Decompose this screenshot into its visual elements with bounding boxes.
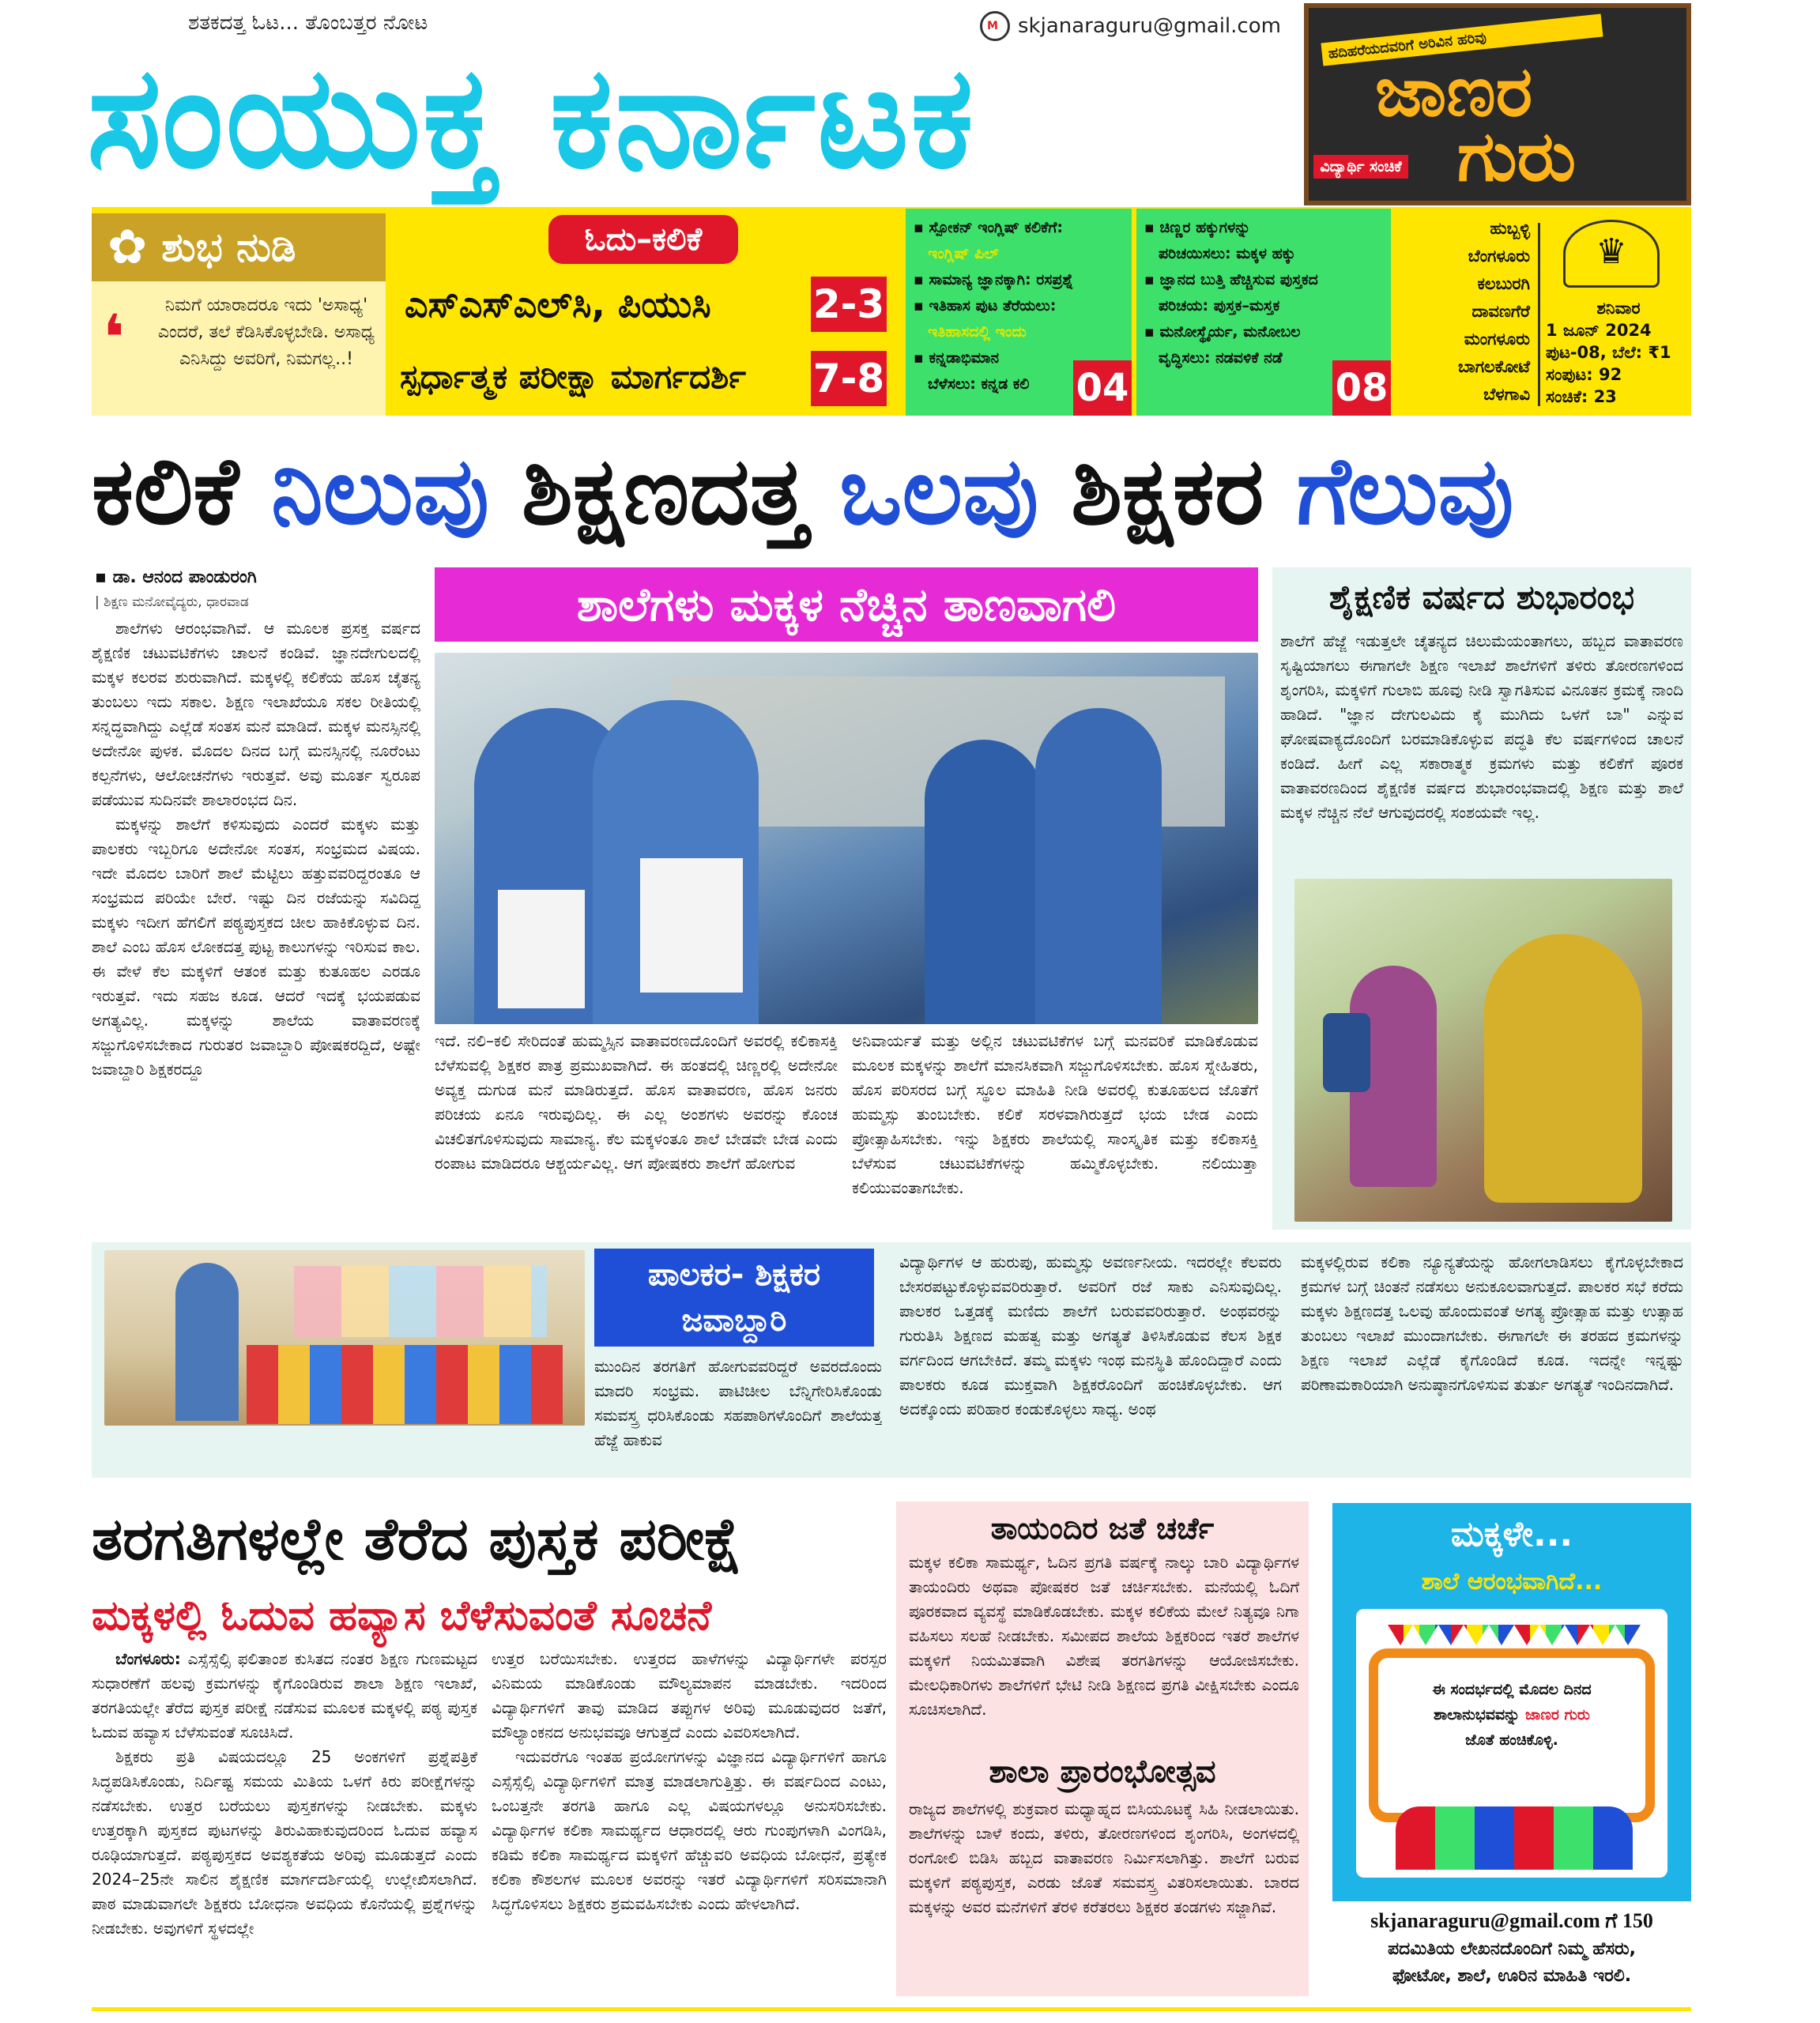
kids-footer-line	[1332, 1908, 1691, 1936]
side-title: ಶೈಕ್ಷಣಿಕ ವರ್ಷದ ಶುಭಾರಂಭ	[1328, 578, 1635, 616]
paragraph: ಶಿಕ್ಷಕರು ಪ್ರತಿ ವಿಷಯದಲ್ಲೂ 25 ಅಂಕಗಳಿಗೆ ಪ್ರಶ್ನೆಪತ್ರಿಕೆ ಸಿದ್ಧಪಡಿಸಿಕೊಂಡು, ನಿರ್ದಿಷ್ಟ ಸಮಯ ಮಿತಿಯ ಒಳಗೆ ಕಿರು ಪರೀಕ್ಷೆಗಳನ್ನು ನಡೆಸಬೇಕು. ಉತ್ತರ ಬರೆಯಲು ಪುಸ್ತಕಗಳನ್ನು ನೀಡಬೇಕು. ಮಕ್ಕಳು ಉತ್ತರಕ್ಕಾಗಿ ಪುಸ್ತಕದ ಪುಟಗಳನ್ನು ತಿರುವಿಹಾಕುವುದರಿಂದ ಓದುವ ಹವ್ಯಾಸ ರೂಢಿಯಾಗುತ್ತದೆ. ಪಠ್ಯಪುಸ್ತಕದ ಅವಶ್ಯಕತೆಯ ಅರಿವು ಮೂಡುತ್ತದೆ ಎಂದು 2024–25ನೇ ಸಾಲಿನ ಶೈಕ್ಷಣಿಕ ಮಾರ್ಗದರ್ಶಿಯಲ್ಲಿ ಉಲ್ಲೇಖಿಸಲಾಗಿದೆ. ಪಾಠ ಮಾಡುವಾಗಲೇ ಶಿಕ್ಷಕರು ಬೋಧನಾ ಅವಧಿಯ ಕೊನೆಯಲ್ಲಿ ಪ್ರಶ್ನೆಗಳನ್ನು ನೀಡಬೇಕು. ಅವುಗಳಿಗೆ ಸ್ಥಳದಲ್ಲೇ	[92, 1747, 477, 1938]
article2-subtitle: ಮಕ್ಕಳಲ್ಲಿ ಓದುವ ಹವ್ಯಾಸ ಬೆಳೆಸುವಂತೆ ಸೂಚನೆ	[92, 1592, 712, 1640]
kids-footer-text: ಗೆ 150	[1600, 1909, 1653, 1932]
brand-name: ಜಾಣರ ಗುರು	[1524, 1706, 1590, 1724]
main-headline	[92, 431, 1691, 550]
green1-line: ▪ ಸಾಮಾನ್ಯ ಜ್ಞಾನಕ್ಕಾಗಿ: ರಸಪ್ರಶ್ನೆ	[914, 271, 1074, 288]
issue-volume: ಸಂಪುಟ: 92	[1546, 365, 1622, 384]
city: ಬಾಗಲಕೋಟೆ	[1457, 357, 1530, 376]
flower-icon: ✿	[107, 220, 148, 275]
school-opening-title: ಶಾಲಾ ಪ್ರಾರಂಭೋತ್ಸವ	[989, 1754, 1216, 1790]
paragraph: ಮಕ್ಕಳನ್ನು ಶಾಲೆಗೆ ಕಳಿಸುವುದು ಎಂದರೆ ಮಕ್ಕಳು ಮತ್ತು ಪಾಲಕರು ಇಬ್ಬರಿಗೂ ಅದೇನೋ ಸಂತಸ, ಸಂಭ್ರಮದ ವಿಷಯ. ಇದೇ ಮೊದಲ ಬಾರಿಗೆ ಶಾಲೆ ಮೆಟ್ಟಿಲು ಹತ್ತುವವರಿದ್ದರಂತೂ ಆ ಸಂಭ್ರಮದ ಪರಿಯೇ ಬೇರೆ. ಇಷ್ಟು ದಿನ ರಜೆಯನ್ನು ಸವಿದಿದ್ದ ಮಕ್ಕಳು ಇದೀಗ ಹೆಗಲಿಗೆ ಪಠ್ಯಪುಸ್ತಕದ ಚೀಲ ಹಾಕಿಕೊಳ್ಳುವ ದಿನ. ಶಾಲೆ ಎಂಬ ಹೊಸ ಲೋಕದತ್ತ ಪುಟ್ಟ ಕಾಲುಗಳನ್ನು ಇರಿಸುವ ಕಾಲ. ಈ ವೇಳೆ ಕೆಲ ಮಕ್ಕಳಿಗೆ ಆತಂಕ ಮತ್ತು ಕುತೂಹಲ ಎರಡೂ ಇರುತ್ತವೆ. ಇದು ಸಹಜ ಕೂಡ. ಆದರೆ ಇದಕ್ಕೆ ಭಯಪಡುವ ಅಗತ್ಯವಿಲ್ಲ. ಮಕ್ಕಳನ್ನು ಶಾಲೆಯ ವಾತಾವರಣಕ್ಕೆ ಸಜ್ಜುಗೊಳಿಸಬೇಕಾದ ಗುರುತರ ಜವಾಬ್ದಾರಿ ಪೋಷಕರದ್ದಿದೆ, ಅಷ್ಟೇ ಜವಾಬ್ದಾರಿ ಶಿಕ್ಷಕರದ್ದೂ	[92, 815, 420, 1079]
green2-line: ▪ ಮನೋಸ್ಥೈರ್ಯ, ಮನೋಬಲ	[1144, 323, 1301, 341]
supplement-sub: ವಿದ್ಯಾರ್ಥಿ ಸಂಚಿಕೆ	[1313, 155, 1408, 179]
odu-item-1: ಎಸ್‌ಎಸ್‌ಎಲ್‌ಸಿ, ಪಿಯುಸಿ	[405, 283, 711, 326]
article2-column-1	[92, 1647, 477, 1996]
bus-text-line	[1388, 1702, 1636, 1727]
kids-footer-line: ಫೋಟೋ, ಶಾಲೆ, ಊರಿನ ಮಾಹಿತಿ ಇರಲಿ.	[1392, 1966, 1632, 1986]
school-children-photo	[435, 653, 1258, 1024]
city: ಹುಬ್ಬಳ್ಳಿ	[1490, 219, 1530, 238]
backpack	[1323, 1013, 1370, 1092]
green1-line: ಇತಿಹಾಸದಲ್ಲಿ ಇಂದು	[928, 323, 1027, 341]
headline-word: ಶಿಕ್ಷಕರ	[1038, 436, 1297, 545]
paragraph: ಇದುವರೆಗೂ ಇಂತಹ ಪ್ರಯೋಗಗಳನ್ನು ವಿಜ್ಞಾನದ ವಿದ್ಯಾರ್ಥಿಗಳಿಗೆ ಹಾಗೂ ಎಸ್ಸೆಸ್ಸೆಲ್ಸಿ ವಿದ್ಯಾರ್ಥಿಗಳಿಗೆ ಮಾತ್ರ ಮಾಡಲಾಗುತ್ತಿತ್ತು. ಈ ವರ್ಷದಿಂದ ಎಂಟು, ಒಂಬತ್ತನೇ ತರಗತಿ ಹಾಗೂ ಎಲ್ಲ ವಿಷಯಗಳಲ್ಲೂ ಅನುಸರಿಸಬೇಕು. ವಿದ್ಯಾರ್ಥಿಗಳ ಕಲಿಕಾ ಸಾಮರ್ಥ್ಯದ ಆಧಾರದಲ್ಲಿ ಆರು ಗುಂಪುಗಳಾಗಿ ವಿಂಗಡಿಸಿ, ಕಡಿಮೆ ಕಲಿಕಾ ಸಾಮರ್ಥ್ಯದ ಮಕ್ಕಳಿಗೆ ಹೆಚ್ಚುವರಿ ಅವಧಿಯ ಬೋಧನೆ, ಪ್ರತ್ಯೇಕ ಕಲಿಕಾ ಕೌಶಲಗಳ ಮೂಲಕ ಅವರನ್ನು ಇತರೆ ವಿದ್ಯಾರ್ಥಿಗಳಿಗೆ ಸರಿಸಮಾನಾಗಿ ಸಿದ್ಧಗೊಳಿಸಲು ಶಿಕ್ಷಕರು ಶ್ರಮವಹಿಸಬೇಕು ಎಂದು ಹೇಳಲಾಗಿದೆ.	[492, 1747, 887, 1913]
kids-title: ಮಕ್ಕಳೇ...	[1450, 1514, 1573, 1554]
paragraph: ಉತ್ತರ ಬರೆಯಿಸಬೇಕು. ಉತ್ತರದ ಹಾಳೆಗಳನ್ನು ವಿದ್ಯಾರ್ಥಿಗಳೇ ಪರಸ್ಪರ ವಿನಿಮಯ ಮಾಡಿಕೊಂಡು ಮೌಲ್ಯಮಾಪನ ಮಾಡಬೇಕು. ಇದರಿಂದ ವಿದ್ಯಾರ್ಥಿಗಳಿಗೆ ತಾವು ಮಾಡಿದ ತಪ್ಪುಗಳ ಅರಿವು ಮೂಡುವುದರ ಜತೆಗೆ, ಮೌಲ್ಯಾಂಕನದ ಅನುಭವವೂ ಆಗುತ್ತದೆ ಎಂದು ವಿವರಿಸಲಾಗಿದೆ.	[492, 1649, 887, 1742]
bunting	[1388, 1625, 1641, 1645]
bus-text-line: ಈ ಸಂದರ್ಭದಲ್ಲಿ ಮೊದಲ ದಿನದ	[1432, 1681, 1592, 1698]
issue-date: 1 ಜೂನ್ 2024	[1546, 321, 1652, 340]
green-box-2-lines	[1144, 215, 1386, 371]
issue-number: ಸಂಚಿಕೆ: 23	[1546, 387, 1617, 406]
green-box-2	[1136, 209, 1391, 416]
kids-subtitle: ಶಾಲೆ ಆರಂಭವಾಗಿದೆ...	[1421, 1568, 1603, 1595]
parents-column-1: ಮುಂದಿನ ತರಗತಿಗೆ ಹೋಗುವವರಿದ್ದರೆ ಅವರದೊಂದು ಮಾದರಿ ಸಂಭ್ರಮ. ಪಾಟಿಚೀಲ ಬೆನ್ನಿಗೇರಿಸಿಕೊಂಡು ಸಮವಸ್ತ್ರ ಧರಿಸಿಕೊಂಡು ಸಹಪಾಠಿಗಳೊಂದಿಗೆ ಶಾಲೆಯತ್ತ ಹೆಜ್ಜೆ ಹಾಕುವ	[594, 1357, 882, 1449]
odu-page-2: 7-8	[811, 351, 887, 406]
shubha-title: ಶುಭ ನುಡಿ	[161, 224, 296, 270]
green1-line: ಬೆಳೆಸಲು: ಕನ್ನಡ ಕಲಿ	[928, 375, 1030, 393]
mother-daughter-photo	[1294, 879, 1672, 1222]
classroom-photo	[104, 1250, 585, 1426]
article1-author-location: | ಶಿಕ್ಷಣ ಮನೋವೈದ್ಯರು, ಧಾರವಾಡ	[95, 594, 249, 610]
green1-line: ಇಂಗ್ಲಿಷ್ ಪಿಲ್	[928, 245, 999, 262]
kids-row	[1396, 1806, 1633, 1870]
bus-text	[1388, 1677, 1636, 1753]
mother	[1484, 934, 1642, 1203]
issue-info	[1546, 297, 1691, 408]
odu-title: ಓದು–ಕಲಿಕೆ	[548, 215, 738, 264]
school-opening-text: ರಾಜ್ಯದ ಶಾಲೆಗಳಲ್ಲಿ ಶುಕ್ರವಾರ ಮಧ್ಯಾಹ್ನದ ಬಿಸಿಯೂಟಕ್ಕೆ ಸಿಹಿ ನೀಡಲಾಯಿತು. ಶಾಲೆಗಳನ್ನು ಬಾಳೆ ಕಂದು, ತಳಿರು, ತೋರಣಗಳಿಂದ ಶೃಂಗರಿಸಿ, ಅಂಗಳದಲ್ಲಿ ರಂಗೋಲಿ ಬಿಡಿಸಿ ಹಬ್ಬದ ವಾತಾವರಣ ನಿರ್ಮಿಸಲಾಗಿತ್ತು. ಶಾಲೆಗೆ ಬರುವ ಮಕ್ಕಳಿಗೆ ಪಠ್ಯಪುಸ್ತಕ, ಎರಡು ಜೊತೆ ಸಮವಸ್ತ್ರ ವಿತರಿಸಲಾಯಿತು. ಬಾರದ ಮಕ್ಕಳನ್ನು ಅವರ ಮನೆಗಳಿಗೆ ತೆರಳಿ ಕರೆತರಲು ಶಿಕ್ಷಕರ ತಂಡಗಳು ಸಜ್ಜಾಗಿವೆ.	[909, 1799, 1299, 1916]
supplement-logo	[1304, 3, 1691, 205]
headline-word: ನಿಲುವು	[271, 436, 489, 545]
paragraph: ಅನಿವಾರ್ಯತೆ ಮತ್ತು ಅಲ್ಲಿನ ಚಟುವಟಿಕೆಗಳ ಬಗ್ಗೆ ಮನವರಿಕೆ ಮಾಡಿಕೊಡುವ ಮೂಲಕ ಮಕ್ಕಳನ್ನು ಶಾಲೆಗೆ ಮಾನಸಿಕವಾಗಿ ಸಜ್ಜುಗೊಳಿಸಬೇಕು. ಹೊಸ ಸ್ನೇಹಿತರು, ಹೊಸ ಪರಿಸರದ ಬಗ್ಗೆ ಸ್ಥೂಲ ಮಾಹಿತಿ ನೀಡಿ ಅವರಲ್ಲಿ ಕುತೂಹಲದ ಜೊತೆಗೆ ಹುಮ್ಮಸ್ಸು ತುಂಬಬೇಕು. ಕಲಿಕೆ ಸರಳವಾಗಿರುತ್ತದೆ ಭಯ ಬೇಡ ಎಂದು ಪ್ರೋತ್ಸಾಹಿಸಬೇಕು. ಇನ್ನು ಶಿಕ್ಷಕರು ಶಾಲೆಯಲ್ಲಿ ಸಾಂಸ್ಕೃತಿಕ ಮತ್ತು ಕಲಿಕಾಸಕ್ತಿ ಬೆಳೆಸುವ ಚಟುವಟಿಕೆಗಳನ್ನು ಹಮ್ಮಿಕೊಳ್ಳಬೇಕು. ನಲಿಯುತ್ತಾ ಕಲಿಯುವಂತಾಗಬೇಕು.	[852, 1031, 1258, 1197]
bus-illustration	[1356, 1609, 1667, 1878]
parents-column-3: ಮಕ್ಕಳಲ್ಲಿರುವ ಕಲಿಕಾ ನ್ಯೂನ್ಯತೆಯನ್ನು ಹೋಗಲಾಡಿಸಲು ಕೈಗೊಳ್ಳಬೇಕಾದ ಕ್ರಮಗಳ ಬಗ್ಗೆ ಚಿಂತನೆ ನಡೆಸಲು ಅನುಕೂಲವಾಗುತ್ತದೆ. ಪಾಲಕರ ಸಭೆ ಕರೆದು ಮಕ್ಕಳು ಶಿಕ್ಷಣದತ್ತ ಒಲವು ಹೊಂದುವಂತೆ ಅಗತ್ಯ ಪ್ರೋತ್ಸಾಹ ಮತ್ತು ಉತ್ಸಾಹ ತುಂಬಲು ಇಲಾಖೆ ಮುಂದಾಗಬೇಕು. ಈಗಾಗಲೇ ಈ ತರಹದ ಕ್ರಮಗಳನ್ನು ಶಿಕ್ಷಣ ಇಲಾಖೆ ಎಲ್ಲೆಡೆ ಕೈಗೊಂಡಿದೆ ಕೂಡ. ಇದನ್ನೇ ಇನ್ನಷ್ಟು ಪರಿಣಾಮಕಾರಿಯಾಗಿ ಅನುಷ್ಠಾನಗೊಳಿಸುವ ತುರ್ತು ಅಗತ್ಯತೆ ಇಂದಿನದಾಗಿದೆ.	[1301, 1253, 1683, 1394]
green1-line: ▪ ಇತಿಹಾಸ ಪುಟ ತೆರೆಯಲು:	[914, 297, 1057, 315]
green2-line: ▪ ಜ್ಞಾನದ ಬುತ್ತಿ ಹೆಚ್ಚಿಸುವ ಪುಸ್ತಕದ	[1144, 271, 1318, 288]
green2-line: ವೃದ್ಧಿಸಲು: ನಡವಳಿಕೆ ನಡೆ	[1159, 349, 1283, 367]
paragraph	[92, 1647, 477, 1745]
green-box-2-page: 08	[1332, 360, 1391, 416]
article2-column-2	[492, 1647, 887, 1996]
odu-kalike-box	[390, 210, 896, 416]
child	[1035, 708, 1162, 1024]
supplement-name-1: ಜಾಣರ	[1375, 51, 1533, 132]
wall-art	[294, 1266, 547, 1337]
article1-author: ▪ ಡಾ. ಆನಂದ ಪಾಂಡುರಂಗಿ	[95, 567, 257, 587]
odu-item-2: ಸ್ಪರ್ಧಾತ್ಮಕ ಪರೀಕ್ಷಾ ಮಾರ್ಗದರ್ಶಿ	[400, 357, 746, 396]
mothers-text: ಮಕ್ಕಳ ಕಲಿಕಾ ಸಾಮರ್ಥ್ಯ, ಓದಿನ ಪ್ರಗತಿ ವರ್ಷಕ್ಕೆ ನಾಲ್ಕು ಬಾರಿ ವಿದ್ಯಾರ್ಥಿಗಳ ತಾಯಂದಿರು ಅಥವಾ ಪೋಷಕರ ಜತೆ ಚರ್ಚಿಸಬೇಕು. ಮನೆಯಲ್ಲಿ ಓದಿಗೆ ಪೂರಕವಾದ ವ್ಯವಸ್ಥೆ ಮಾಡಿಕೊಡಬೇಕು. ಮಕ್ಕಳ ಕಲಿಕೆಯ ಮೇಲೆ ನಿತ್ಯವೂ ನಿಗಾ ವಹಿಸಲು ಸಲಹೆ ನೀಡಬೇಕು. ಸಮೀಪದ ಶಾಲೆಯ ಶಿಕ್ಷಕರಿಂದ ಇತರೆ ಶಾಲೆಗಳ ಮಕ್ಕಳಿಗೆ ನಿಯಮಿತವಾಗಿ ವಿಶೇಷ ತರಗತಿಗಳನ್ನು ಆಯೋಜಿಸಬೇಕು. ಮೇಲಧಿಕಾರಿಗಳು ಶಾಲೆಗಳಿಗೆ ಭೇಟಿ ನೀಡಿ ಶಿಕ್ಷಣದ ಪ್ರಗತಿ ವೀಕ್ಷಿಸಬೇಕು ಎಂದೂ ಸೂಚಿಸಲಾಗಿದೆ.	[909, 1553, 1299, 1719]
bus-text-part: ಶಾಲಾನುಭವವನ್ನು	[1434, 1706, 1525, 1724]
masthead-email[interactable]	[980, 11, 1281, 41]
city: ಬೆಂಗಳೂರು	[1468, 247, 1530, 266]
book	[498, 890, 585, 1008]
green-box-1	[906, 209, 1132, 416]
bottom-rule	[92, 2007, 1691, 2011]
paragraph: ಇದೆ. ನಲಿ–ಕಲಿ ಸೇರಿದಂತೆ ಹುಮ್ಮಸ್ಸಿನ ವಾತಾವರಣದೊಂದಿಗೆ ಅವರಲ್ಲಿ ಕಲಿಕಾಸಕ್ತಿ ಬೆಳೆಸುವಲ್ಲಿ ಶಿಕ್ಷಕರ ಪಾತ್ರ ಪ್ರಮುಖವಾಗಿದೆ. ಈ ಹಂತದಲ್ಲಿ ಚಿಣ್ಣರಲ್ಲಿ ಅದೇನೋ ಅವ್ಯಕ್ತ ದುಗುಡ ಮನೆ ಮಾಡಿರುತ್ತದೆ. ಹೊಸ ವಾತಾವರಣ, ಹೊಸ ಜನರು ಪರಿಚಯ ಏನೂ ಇರುವುದಿಲ್ಲ. ಈ ಎಲ್ಲ ಅಂಶಗಳು ಅವರನ್ನು ಕೊಂಚ ವಿಚಲಿತಗೊಳಿಸುವುದು ಸಾಮಾನ್ಯ. ಕೆಲ ಮಕ್ಕಳಂತೂ ಶಾಲೆ ಬೇಡವೇ ಬೇಡ ಎಂದು ರಂಪಾಟ ಮಾಡಿದರೂ ಆಶ್ಚರ್ಯವಿಲ್ಲ. ಆಗ ಪೋಷಕರು ಶಾಲೆಗೆ ಹೋಗುವ	[435, 1031, 838, 1173]
kids-footer	[1332, 1908, 1691, 1990]
edition-cities	[1396, 215, 1530, 409]
book	[640, 858, 743, 993]
article1-column-2	[435, 1029, 838, 1236]
green2-line: ಪರಿಚಯಿಸಲು: ಮಕ್ಕಳ ಹಕ್ಕು	[1159, 245, 1296, 262]
green1-line: ▪ ಕನ್ನಡಾಭಿಮಾನ	[914, 349, 1000, 367]
parents-title: ಪಾಲಕರ- ಶಿಕ್ಷಕರ ಜವಾಬ್ದಾರಿ	[594, 1249, 874, 1347]
parents-column-2: ವಿದ್ಯಾರ್ಥಿಗಳ ಆ ಹುರುಪು, ಹುಮ್ಮಸ್ಸು ಅವರ್ಣನೀಯ. ಇದರಲ್ಲೇ ಕೆಲವರು ಬೇಸರಪಟ್ಟುಕೊಳ್ಳುವವರಿರುತ್ತಾರೆ. ಅವರಿಗೆ ರಜೆ ಸಾಕು ಎನಿಸುವುದಿಲ್ಲ. ಪಾಲಕರ ಒತ್ತಡಕ್ಕೆ ಮಣಿದು ಶಾಲೆಗೆ ಬರುವವರಿರುತ್ತಾರೆ. ಅಂಥವರನ್ನು ಗುರುತಿಸಿ ಶಿಕ್ಷಣದ ಮಹತ್ವ ಮತ್ತು ಅಗತ್ಯತೆ ತಿಳಿಸಿಕೊಡುವ ಕೆಲಸ ಶಿಕ್ಷಕ ವರ್ಗದಿಂದ ಆಗಬೇಕಿದೆ. ತಮ್ಮ ಮಕ್ಕಳು ಇಂಥ ಮನಸ್ಥಿತಿ ಹೊಂದಿದ್ದಾರೆ ಎಂದು ಪಾಲಕರು ಕೂಡ ಮುಕ್ತವಾಗಿ ಶಿಕ್ಷಕರೊಂದಿಗೆ ಹಂಚಿಕೊಳ್ಳಬೇಕು. ಆಗ ಅದಕ್ಕೊಂದು ಪರಿಹಾರ ಕಂಡುಕೊಳ್ಳಲು ಸಾಧ್ಯ. ಅಂಥ	[899, 1253, 1282, 1418]
issue-day: ಶನಿವಾರ	[1596, 299, 1641, 318]
issue-page-price: ಪುಟ-08, ಬೆಲೆ: ₹1	[1546, 343, 1671, 362]
masthead-title: ಸಂಯುಕ್ತ ಕರ್ನಾಟಕ	[87, 36, 976, 199]
paragraph-text: ಎಸ್ಸೆಸ್ಸೆಲ್ಸಿ ಫಲಿತಾಂಶ ಕುಸಿತದ ನಂತರ ಶಿಕ್ಷಣ ಗುಣಮಟ್ಟದ ಸುಧಾರಣೆಗೆ ಹಲವು ಕ್ರಮಗಳನ್ನು ಕೈಗೊಂಡಿರುವ ಶಾಲಾ ಶಿಕ್ಷಣ ಇಲಾಖೆ, ತರಗತಿಯಲ್ಲೇ ತೆರೆದ ಪುಸ್ತಕ ಪರೀಕ್ಷೆ ನಡೆಸುವ ಮೂಲಕ ಮಕ್ಕಳಲ್ಲಿ ಪಠ್ಯ ಪುಸ್ತಕ ಓದುವ ಹವ್ಯಾಸ ಬೆಳೆಸುವಂತೆ ಸೂಚಿಸಿದೆ.	[92, 1649, 477, 1742]
article1-column-1	[92, 616, 420, 1233]
quote-icon: ❛	[103, 301, 125, 375]
headline-word: ಗೆಲುವು	[1296, 436, 1514, 545]
headline-word: ಒಲವು	[839, 436, 1039, 545]
headline-word: ಶಿಕ್ಷಣದತ್ತ	[488, 436, 840, 545]
shubha-nudi-box	[92, 213, 386, 416]
headline-word: ಕಲಿಕೆ	[92, 436, 272, 545]
green2-line: ಪರಿಚಯ: ಪುಸ್ತಕ–ಮಸ್ತಕ	[1159, 297, 1280, 315]
article2-title: ತರಗತಿಗಳಲ್ಲೇ ತೆರೆದ ಪುಸ್ತಕ ಪರೀಕ್ಷೆ	[92, 1505, 742, 1573]
shubha-text: ನಿಮಗೆ ಯಾರಾದರೂ ಇದು 'ಅಸಾಧ್ಯ' ಎಂದರೆ, ತಲೆ ಕೆಡಿಸಿಕೊಳ್ಳಬೇಡಿ. ಅಸಾಧ್ಯ ಎನಿಸಿದ್ದು ಅವರಿಗೆ, ನಿಮಗಲ್ಲ..!	[157, 296, 375, 369]
pink-title-banner: ಶಾಲೆಗಳು ಮಕ್ಕಳ ನೆಚ್ಚಿನ ತಾಣವಾಗಲಿ	[435, 567, 1258, 642]
side-text: ಶಾಲೆಗೆ ಹೆಜ್ಜೆ ಇಡುತ್ತಲೇ ಚೈತನ್ಯದ ಚಿಲುಮೆಯಂತಾಗಲು, ಹಬ್ಬದ ವಾತಾವರಣ ಸೃಷ್ಟಿಯಾಗಲು ಈಗಾಗಲೇ ಶಿಕ್ಷಣ ಇಲಾಖೆ ಶಾಲೆಗಳಿಗೆ ತಳಿರು ತೋರಣಗಳಿಂದ ಶೃಂಗರಿಸಿ, ಮಕ್ಕಳಿಗೆ ಗುಲಾಬಿ ಹೂವು ನೀಡಿ ಸ್ವಾಗತಿಸುವ ವಿನೂತನ ಕ್ರಮಕ್ಕೆ ನಾಂದಿ ಹಾಡಿದೆ. "ಜ್ಞಾನ ದೇಗುಲವಿದು ಕೈ ಮುಗಿದು ಒಳಗೆ ಬಾ" ಎನ್ನುವ ಘೋಷವಾಕ್ಯದೊಂದಿಗೆ ಬರಮಾಡಿಕೊಳ್ಳುವ ಪದ್ಧತಿ ಕೆಲ ವರ್ಷಗಳಿಂದ ಚಾಲನೆ ಕಂಡಿದೆ. ಹೀಗೆ ಎಲ್ಲ ಸಕಾರಾತ್ಮಕ ಕ್ರಮಗಳು ಮತ್ತು ಕಲಿಕೆಗೆ ಪೂರಕ ವಾತಾವರಣದಿಂದ ಶೈಕ್ಷಣಿಕ ವರ್ಷದ ಶುಭಾರಂಭವಾದಲ್ಲಿ ಶಿಕ್ಷಣ ಮತ್ತು ಶಾಲೆ ಮಕ್ಕಳ ನೆಚ್ಚಿನ ನೆಲೆ ಆಗುವುದರಲ್ಲಿ ಸಂಶಯವೇ ಇಲ್ಲ.	[1280, 631, 1683, 822]
edition-divider	[1538, 223, 1540, 406]
city: ದಾವಣಗೆರೆ	[1471, 302, 1530, 321]
teacher	[175, 1263, 239, 1421]
supplement-tag: ಹದಿಹರೆಯದವರಿಗೆ ಅರಿವಿನ ಹರಿವು	[1321, 13, 1603, 66]
city: ಕಲಬುರಗಿ	[1477, 274, 1530, 293]
kids-email-link[interactable]: skjanaraguru@gmail.com	[1370, 1909, 1600, 1932]
paragraph: ಶಾಲೆಗಳು ಆರಂಭವಾಗಿವೆ. ಆ ಮೂಲಕ ಪ್ರಸಕ್ತ ವರ್ಷದ ಶೈಕ್ಷಣಿಕ ಚಟುವಟಿಕೆಗಳು ಚಾಲನೆ ಕಂಡಿವೆ. ಜ್ಞಾನದೇಗುಲದಲ್ಲಿ ಮಕ್ಕಳ ಕಲರವ ಶುರುವಾಗಿದೆ. ಮಕ್ಕಳಲ್ಲಿ ಕಲಿಕೆಯ ಹೊಸ ಚೈತನ್ಯ ತುಂಬಲು ಇದು ಸಕಾಲ. ಶಿಕ್ಷಣ ಇಲಾಖೆಯೂ ಸಕಲ ರೀತಿಯಲ್ಲಿ ಸನ್ನದ್ಧವಾಗಿದ್ದು ಎಲ್ಲೆಡೆ ಸಂತಸ ಮನೆ ಮಾಡಿದೆ. ಮಕ್ಕಳ ಮನಸ್ಸಿನಲ್ಲಿ ಅದೇನೋ ಪುಳಕ. ಮೊದಲ ದಿನದ ಬಗ್ಗೆ ಮನಸ್ಸಿನಲ್ಲಿ ನೂರೆಂಟು ಕಲ್ಪನೆಗಳು, ಆಲೋಚನೆಗಳು ಇರುತ್ತವೆ. ಅವು ಮೂರ್ತ ಸ್ವರೂಪ ಪಡೆಯುವ ಸುದಿನವೇ ಶಾಲಾರಂಭದ ದಿನ.	[92, 619, 420, 809]
masthead-tagline: ಶತಕದತ್ತ ಓಟ... ತೊಂಬತ್ತರ ನೋಟ	[188, 11, 428, 35]
green-box-1-page: 04	[1073, 360, 1132, 416]
green2-line: ▪ ಚಿಣ್ಣರ ಹಕ್ಕುಗಳನ್ನು	[1144, 219, 1251, 236]
mothers-title: ತಾಯಂದಿರ ಜತೆ ಚರ್ಚೆ	[990, 1511, 1215, 1546]
mail-icon: M	[980, 11, 1010, 41]
kids-footer-line: ಪದಮಿತಿಯ ಲೇಖನದೊಂದಿಗೆ ನಿಮ್ಮ ಹೆಸರು,	[1387, 1939, 1637, 1959]
masthead-email-text: skjanaraguru@gmail.com	[1018, 14, 1281, 38]
city: ಬೆಳಗಾವಿ	[1483, 385, 1530, 404]
article1-column-3	[852, 1029, 1258, 1236]
child	[925, 740, 1043, 1024]
children-row	[247, 1345, 563, 1424]
green1-line: ▪ ಸ್ಪೋಕನ್ ಇಂಗ್ಲಿಷ್ ಕಲಿಕೆಗೆ:	[914, 219, 1063, 236]
city: ಮಂಗಳೂರು	[1464, 330, 1530, 348]
emblem-icon: ♛	[1563, 220, 1660, 288]
supplement-name-2: ಗುರು	[1457, 115, 1577, 197]
bus-text-line: ಜೊತೆ ಹಂಚಿಕೊಳ್ಳಿ.	[1465, 1731, 1558, 1749]
odu-page-1: 2-3	[811, 277, 887, 332]
dateline: ಬೆಂಗಳೂರು:	[115, 1649, 181, 1668]
